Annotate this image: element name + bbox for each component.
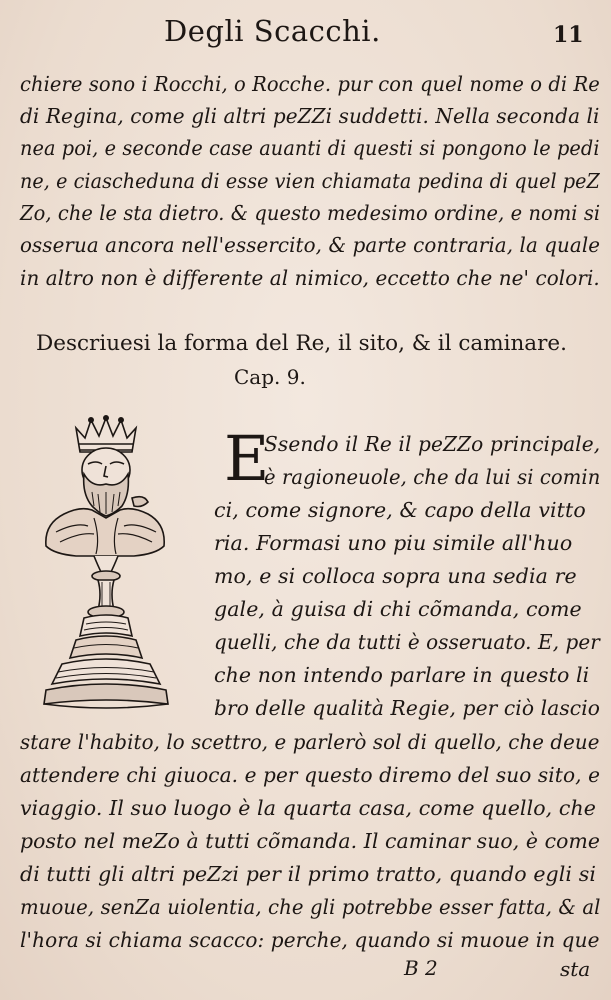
text-line: chiere sono i Rocchi, o Rocche. pur con quel nome o di Re bbox=[20, 72, 600, 96]
text-line: di Regina, come gli altri peZZi suddetti. Nella seconda li bbox=[20, 104, 600, 128]
text-line: Ssendo il Re il peZZo principale, bbox=[264, 432, 601, 456]
text-line: posto nel meZo à tutti cõmanda. Il caminar suo, è come bbox=[20, 829, 601, 853]
signature-mark: B 2 bbox=[404, 956, 438, 980]
text-line: mo, e si colloca sopra una sedia re bbox=[214, 564, 577, 588]
catchword: sta bbox=[560, 957, 591, 981]
text-line: ria. Formasi uno piu simile all'huo bbox=[214, 531, 573, 555]
text-line: Zo, che le sta dietro. & questo medesimo ordine, e nomi si bbox=[20, 201, 601, 225]
text-line: quelli, che da tutti è osseruato. E, per bbox=[214, 630, 600, 654]
text-line: in altro non è differente al nimico, eccetto che ne' colori. bbox=[20, 266, 600, 290]
text-line: che non intendo parlare in questo li bbox=[214, 663, 590, 687]
text-line: ci, come signore, & capo della vitto bbox=[214, 498, 586, 522]
show-through-text bbox=[300, 294, 306, 315]
text-line: bro delle qualità Regie, per ciò lascio bbox=[214, 696, 601, 720]
running-title: Degli Scacchi. bbox=[164, 14, 381, 48]
text-line: viaggio. Il suo luogo è la quarta casa, come quello, che bbox=[20, 796, 597, 820]
page-number: 11 bbox=[553, 22, 584, 48]
text-line: attendere chi giuoca. e per questo diremo del suo sito, e bbox=[20, 763, 601, 787]
text-line: di tutti gli altri peZzi per il primo tratto, quando egli si bbox=[20, 862, 596, 886]
text-line: gale, à guisa di chi cõmanda, come bbox=[214, 597, 582, 621]
text-line: è ragioneuole, che da lui si comin bbox=[264, 465, 601, 489]
text-line: nea poi, e seconde case auanti di questi si pongono le pedi bbox=[20, 136, 600, 160]
drop-capital: E bbox=[224, 422, 270, 495]
text-line: muoue, senZa uiolentia, che gli potrebbe esser fatta, & al bbox=[20, 895, 601, 919]
king-chess-piece-woodcut-icon bbox=[36, 414, 172, 712]
chapter-number: Cap. 9. bbox=[234, 365, 306, 389]
chapter-heading: Descriuesi la forma del Re, il sito, & il caminare. bbox=[36, 331, 567, 356]
text-line: osserua ancora nell'essercito, & parte contraria, la quale bbox=[20, 233, 601, 257]
text-line: stare l'habito, lo scettro, e parlerò sol di quello, che deue bbox=[20, 730, 600, 754]
text-line: ne, e ciascheduna di esse vien chiamata pedina di quel peZ bbox=[20, 169, 600, 193]
text-line: l'hora si chiama scacco: perche, quando si muoue in que bbox=[20, 928, 600, 952]
